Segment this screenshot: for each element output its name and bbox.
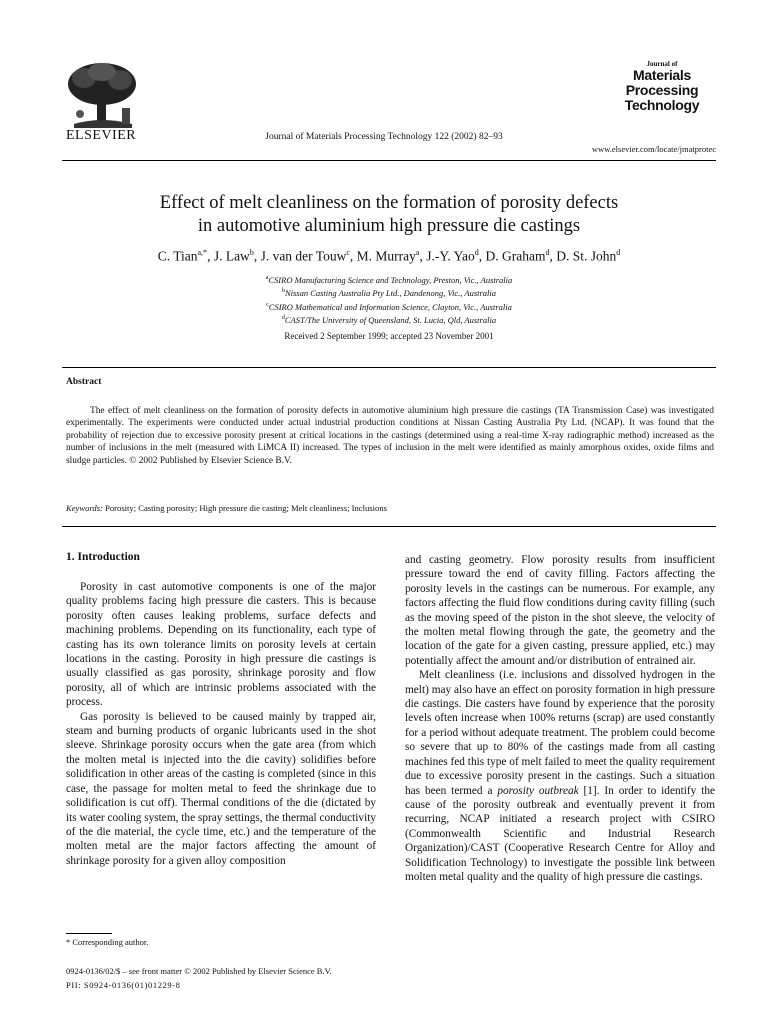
author-name: D. Graham [485,248,546,264]
journal-url[interactable]: www.elsevier.com/locate/jmatprotec [591,144,716,154]
publisher-name: ELSEVIER [66,128,137,143]
body-paragraph: and casting geometry. Flow porosity results from insufficient pressure toward the end of cavity filling. Factors affecting the porosity levels in the castings can be numerous. For example, any factors affecting the fluid flow conditions during cavity filling (such as the moving speed of the piston in the shot sleeve, the velocity of the molten metal flowing through the gate, the geometry and the location of the gate for a given casting, pressure applied, etc.) may potentially affect the amount and/or distribution of entrained air. [405,554,715,667]
affiliation-text: Nissan Casting Australia Pty Ltd., Dandenong, Vic., Australia [284,288,497,299]
journal-brand-prefix: Journal of [646,60,678,68]
author-name: M. Murray [356,248,416,264]
keywords [66,503,387,513]
keywords-label: Keywords: [66,503,103,513]
author-affil-mark: b [249,248,254,257]
right-column [405,553,715,884]
journal-brand [612,60,712,113]
affiliation-item [62,273,716,286]
author-name: D. St. John [556,248,617,264]
author-affil-mark: c [346,248,350,257]
footnote-divider [66,933,112,934]
corresponding-author-footnote: * Corresponding author. [66,937,149,947]
paper-title-line1: Effect of melt cleanliness on the formation of porosity defects [159,193,619,213]
paper-title-line2: in automotive aluminium high pressure die castings [197,216,581,236]
header-divider [62,160,716,161]
received-dates: Received 2 September 1999; accepted 23 November 2001 [284,331,494,341]
affiliation-list [62,273,716,326]
author-affil-mark: d [474,248,479,257]
affiliation-item [62,313,716,326]
abstract-text: The effect of melt cleanliness on the formation of porosity defects in automotive aluminium high pressure die castings (TA Transmission Case) was investigated experimentally. The experiments were conducted under actual industrial production conditions at Nissan Casting Australia Pty Ltd. (NCAP). It was found that the probability of rejection due to excessive porosity present at critical locations in the castings (determined using a real-time X-ray radiographic method) increased as the number of inclusions in the melt (measured with LiMCA II) increased. The types of inclusion in the melt were identified as mainly amorphous oxides, oxide films and sludge particles. © 2002 Published by Elsevier Science B.V. [66,406,714,466]
body-paragraph: Gas porosity is believed to be caused mainly by trapped air, steam and burning products of organic lubricants used in the shot sleeve. Shrinkage porosity occurs when the gate area (from which the molten metal is injected into the die cavity) solidifies before solidification in other areas of the casting is completed (since in this case, the passage for molten metal to feed the shrinkage due to solidification is cut off). Thermal conditions of the die (dictated by its water cooling system, the spray settings, the thermal conductivity of the die material, the cycle time, etc.) and the temperature of the molten metal are the major factors affecting the amount of shrinkage porosity for a given alloy composition [66,710,376,867]
journal-citation: Journal of Materials Processing Technology 122 (2002) 82–93 [265,132,503,142]
affiliation-mark: a [265,275,269,281]
affiliation-text: CSIRO Manufacturing Science and Technology, Preston, Vic., Australia [268,274,513,285]
footer-pii: PII: S0924-0136(01)01229-8 [66,980,181,990]
author-affil-mark: a,* [197,248,208,257]
body-paragraph [405,668,715,884]
journal-brand-line1: Materials [633,67,691,83]
affiliation-mark: b [281,288,285,295]
journal-brand-line2: Processing [625,82,699,98]
body-text: Melt cleanliness (i.e. inclusions and dissolved hydrogen in the melt) may also have an effect on porosity formation in high pressure die castings. Die casters have found by experience that the porosity levels often increase when 100% returns (scrap) are used constantly for a period without adequate treatment. The problem could become so severe that up to 80% of the castings made from all casting machines fed this type of melt failed to meet the quality requirement due to excessive porosity present in the castings. Such a situation has been termed a [405,669,715,797]
body-text: [1]. In order to identify the cause of the porosity outbreak and eventually prevent it from recurring, NCAP initiated a research project with CSIRO (Commonwealth Scientific and Industrial Research Organization)/CAST (Cooperative Research Centre for Alloy and Solidification Technology) to investigate the possible link between molten metal quality and the quality of high pressure die castings. [405,784,715,883]
emphasized-term: porosity outbreak [497,784,579,797]
abstract-top-divider [62,367,716,368]
author-list: C. Tian$^{a,*}$, J. Law$^b$, J. van der Touw$^c$, M. Murray$^a$, J.-Y. Yao$^d$, D. Graham$^d$, D. St. John$^d$ [157,248,621,264]
body-paragraph: Porosity in cast automotive components is one of the major quality problems facing high pressure die casters. This is because porosity often causes leaking problems, surface defects and machining problems. Depending on its functionality, each type of casting has its own tolerance limits on porosity levels at certain locations in the casting. Porosity in high pressure die castings is usually classified as gas porosity, shrinkage porosity and flow porosity, all of which are intrinsic problems associated with the process. [66,581,376,709]
author-name: J.-Y. Yao [426,248,475,264]
affiliation-mark: d [281,314,285,321]
affiliation-mark: c [266,301,269,308]
footer-issn: 0924-0136/02/$ – see front matter © 2002 Published by Elsevier Science B.V. [66,966,332,976]
journal-brand-line3: Technology [624,97,700,113]
abstract-bottom-divider [62,526,716,527]
affiliation-text: CAST/The University of Queensland, St. Lucia, Qld, Australia [284,314,497,325]
author-affil-mark: d [545,248,550,257]
author-name: J. van der Touw [260,248,347,264]
abstract-heading: Abstract [66,377,102,387]
left-column [66,580,376,868]
section-heading-introduction: 1. Introduction [66,551,140,563]
author-affil-mark: d [616,248,621,257]
affiliation-text: CSIRO Mathematical and Information Science, Clayton, Vic., Australia [268,301,512,312]
author-name: J. Law [213,248,250,264]
author-affil-mark: a [415,248,420,257]
paper-title [62,192,716,238]
keywords-text: Porosity; Casting porosity; High pressure die casting; Melt cleanliness; Inclusions [105,503,387,513]
elsevier-tree-logo [62,60,142,130]
author-name: C. Tian [157,248,198,264]
affiliation-item [62,286,716,299]
affiliation-item [62,300,716,313]
